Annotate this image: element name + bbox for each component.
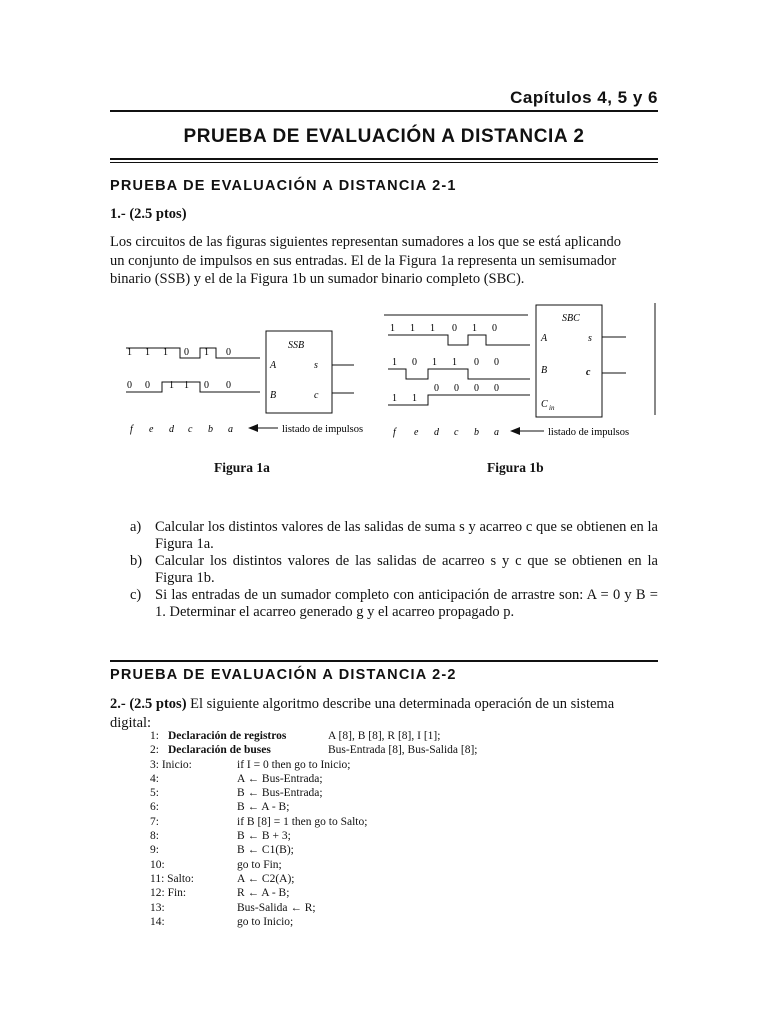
code-stmt: go to Fin; — [237, 858, 282, 871]
row1-val: 0 — [492, 323, 497, 334]
code-stmt: R ← A - B; — [237, 887, 290, 900]
row2-val: 0 — [204, 380, 209, 391]
code-label: 9: — [150, 844, 159, 857]
code-label: 11: Salto: — [150, 872, 194, 885]
page-title: PRUEBA DE EVALUACIÓN A DISTANCIA 2 — [183, 126, 585, 147]
code-label: 4: — [150, 772, 159, 785]
code-stmt: B ← Bus-Entrada; — [237, 787, 323, 800]
row1-val: 1 — [204, 347, 209, 358]
row3-val: 1 — [412, 393, 417, 404]
code-line — [150, 729, 477, 743]
row2-val: 0 — [474, 357, 479, 368]
algorithm-listing — [150, 729, 477, 929]
pulse-list-label: listado de impulsos — [548, 427, 630, 438]
row2-val: 1 — [392, 357, 397, 368]
question-2-text — [110, 695, 658, 732]
row1-val: 0 — [452, 323, 457, 334]
input-c-label: C — [541, 399, 548, 410]
question-1-text — [110, 233, 658, 289]
pulse-letter: a — [228, 424, 233, 435]
code-line — [150, 743, 477, 757]
pulse-letter: c — [454, 427, 459, 438]
code-label: 13: — [150, 901, 165, 914]
code-label: 3: Inicio: — [150, 758, 192, 771]
row1-val: 1 — [472, 323, 477, 334]
pulse-letter: b — [208, 424, 213, 435]
code-label: 2: — [150, 744, 159, 757]
row1-val: 1 — [430, 323, 435, 334]
input-cin-subscript: in — [549, 404, 555, 412]
row3-val: 0 — [434, 383, 439, 394]
figure-1b — [380, 295, 662, 445]
row1-val: 1 — [410, 323, 415, 334]
figure-1a — [118, 318, 380, 448]
pulse-letter: b — [474, 427, 479, 438]
question-1-line-3: binario (SSB) y el de la Figura 1b un sumador binario completo (SBC). — [110, 271, 525, 287]
title-rule-2 — [110, 162, 658, 163]
input-a-label: A — [541, 333, 548, 344]
code-stmt: A ← Bus-Entrada; — [237, 772, 323, 785]
pulse-letter: d — [169, 424, 174, 435]
row2-val: 0 — [226, 380, 231, 391]
pulse-list-label: listado de impulsos — [282, 424, 364, 435]
waveform-a — [388, 335, 530, 345]
row2-val: 1 — [169, 380, 174, 391]
pulse-letter: c — [188, 424, 193, 435]
question-1-line-1: Los circuitos de las figuras siguientes representan sumadores a los que se está aplicando — [110, 234, 621, 250]
code-rest: A [8], B [8], R [8], I [1]; — [328, 730, 441, 742]
output-s-label: s — [314, 360, 318, 371]
output-c-label: c — [314, 390, 319, 401]
ssb-label: SSB — [288, 340, 305, 351]
question-list — [110, 519, 658, 621]
waveform-cin — [388, 395, 530, 405]
output-c-label: c — [586, 367, 591, 378]
row2-val: 1 — [432, 357, 437, 368]
figure-1b-caption: Figura 1b — [487, 460, 544, 475]
question-text: Calcular los distintos valores de las salidas de suma s y acarreo c que se obtienen en la Figura 1a. — [155, 519, 658, 552]
code-line — [150, 815, 477, 829]
code-label: 1: — [150, 730, 159, 742]
input-b-label: B — [541, 365, 548, 376]
pulse-letter: e — [414, 427, 419, 438]
code-label: 5: — [150, 787, 159, 800]
code-label: 6: — [150, 801, 159, 814]
question-2-intro-2: digital: — [110, 714, 152, 731]
question-letter: b) — [130, 553, 143, 569]
input-a-label: A — [270, 360, 277, 371]
question-letter: a) — [130, 519, 142, 535]
code-stmt: B ← C1(B); — [237, 844, 294, 857]
row1-val: 1 — [145, 347, 150, 358]
row1-val: 0 — [226, 347, 231, 358]
code-line — [150, 915, 477, 929]
row2-val: 1 — [452, 357, 457, 368]
section-2-rule — [110, 660, 658, 662]
row1-val: 1 — [390, 323, 395, 334]
code-line — [150, 901, 477, 915]
code-line — [150, 886, 477, 900]
code-line — [150, 786, 477, 800]
question-item — [110, 553, 658, 587]
code-line — [150, 843, 477, 857]
code-line — [150, 858, 477, 872]
code-stmt: Declaración de registros — [168, 730, 287, 742]
pulse-letter: f — [393, 427, 396, 438]
arrow-icon — [248, 424, 258, 432]
code-stmt: B ← A - B; — [237, 801, 290, 814]
row3-val: 0 — [474, 383, 479, 394]
row3-val: 1 — [392, 393, 397, 404]
row2-val: 0 — [494, 357, 499, 368]
row3-val: 0 — [454, 383, 459, 394]
waveform-b — [388, 369, 530, 379]
output-s-label: s — [588, 333, 592, 344]
question-1-line-2: un conjunto de impulsos en sus entradas. El de la Figura 1a representa un semisumador — [110, 252, 617, 269]
row2-val: 1 — [184, 380, 189, 391]
code-line — [150, 800, 477, 814]
question-1-label: 1.- (2.5 ptos) — [110, 206, 187, 222]
pulse-letter: d — [434, 427, 439, 438]
title-rule-1 — [110, 158, 658, 160]
question-2-label: 2.- (2.5 ptos) — [110, 696, 187, 712]
code-line — [150, 829, 477, 843]
code-line — [150, 872, 477, 886]
question-letter: c) — [130, 587, 142, 603]
row1-val: 1 — [163, 347, 168, 358]
code-label: 8: — [150, 830, 159, 843]
row2-val: 0 — [412, 357, 417, 368]
code-label: 14: — [150, 915, 165, 928]
code-stmt: if I = 0 then go to Inicio; — [237, 758, 351, 771]
row2-val: 0 — [127, 380, 132, 391]
code-line — [150, 772, 477, 786]
sbc-label: SBC — [562, 313, 580, 324]
code-rest: Bus-Entrada [8], Bus-Salida [8]; — [328, 744, 478, 757]
code-stmt: B ← B + 3; — [237, 830, 291, 843]
chapter-heading: Capítulos 4, 5 y 6 — [510, 88, 658, 107]
row1-val: 0 — [184, 347, 189, 358]
input-b-label: B — [270, 390, 277, 401]
section-heading-1: PRUEBA DE EVALUACIÓN A DISTANCIA 2-1 — [110, 178, 457, 194]
question-item — [110, 587, 658, 621]
pulse-letter: e — [149, 424, 154, 435]
row3-val: 0 — [494, 383, 499, 394]
code-stmt: if B [8] = 1 then go to Salto; — [237, 815, 368, 828]
code-label: 10: — [150, 858, 165, 871]
question-text: Si las entradas de un sumador completo con anticipación de arrastre son: A = 0 y B = 1. Determinar el acarreo generado g y el acarreo propagado p. — [155, 587, 658, 620]
code-stmt: go to Inicio; — [237, 915, 294, 928]
code-line — [150, 758, 477, 772]
code-stmt: A ← C2(A); — [237, 872, 295, 885]
row2-val: 0 — [145, 380, 150, 391]
arrow-icon — [510, 427, 520, 435]
code-stmt: Declaración de buses — [168, 744, 271, 757]
code-stmt: Bus-Salida ← R; — [237, 901, 316, 914]
question-text: Calcular los distintos valores de las salidas de acarreo s y c que se obtienen en la Figura 1b. — [155, 553, 658, 586]
row1-val: 1 — [127, 347, 132, 358]
figure-1a-caption: Figura 1a — [214, 460, 270, 475]
code-label: 7: — [150, 815, 159, 828]
question-2-intro: El siguiente algoritmo describe una determinada operación de un sistema — [186, 696, 615, 712]
header-rule — [110, 110, 658, 112]
question-item — [110, 519, 658, 553]
section-heading-2: PRUEBA DE EVALUACIÓN A DISTANCIA 2-2 — [110, 667, 457, 683]
pulse-letter: f — [130, 424, 133, 435]
code-label: 12: Fin: — [150, 887, 187, 900]
pulse-letter: a — [494, 427, 499, 438]
